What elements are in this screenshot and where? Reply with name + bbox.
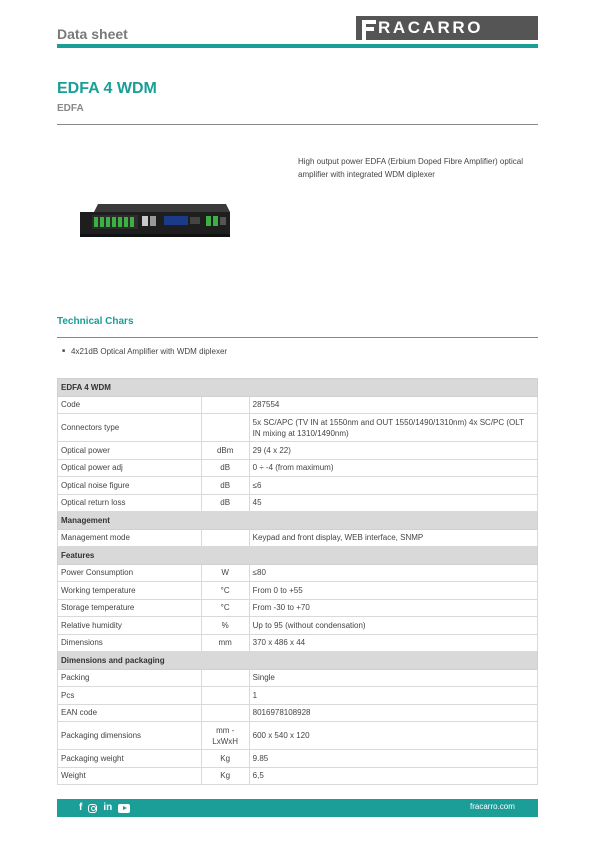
table-row (58, 529, 538, 547)
row-unit: °C (201, 599, 249, 617)
row-value: 6,5 (249, 767, 537, 785)
row-unit (201, 669, 249, 687)
table-row (58, 396, 538, 414)
row-label: Packaging dimensions (58, 722, 202, 750)
table-row (58, 669, 538, 687)
row-value: 600 x 540 x 120 (249, 722, 537, 750)
table-row (58, 599, 538, 617)
row-value: Single (249, 669, 537, 687)
logo-f-mark (356, 16, 376, 40)
row-label: EAN code (58, 704, 202, 722)
section-label: Management (58, 512, 538, 530)
row-unit: dBm (201, 442, 249, 460)
table-row (58, 634, 538, 652)
row-unit (201, 704, 249, 722)
row-label: Connectors type (58, 414, 202, 442)
row-value: ≤6 (249, 477, 537, 495)
row-unit: °C (201, 582, 249, 600)
table-row (58, 494, 538, 512)
facebook-icon[interactable]: f (79, 802, 83, 813)
row-label: Relative humidity (58, 617, 202, 635)
row-value: 45 (249, 494, 537, 512)
row-unit (201, 529, 249, 547)
row-label: Optical power (58, 442, 202, 460)
technical-rule (57, 337, 538, 338)
row-value: ≤80 (249, 564, 537, 582)
fracarro-logo (356, 16, 538, 40)
row-value: 1 (249, 687, 537, 705)
row-label: Packing (58, 669, 202, 687)
row-value: 5x SC/APC (TV IN at 1550nm and OUT 1550/1490/1310nm) 4x SC/PC (OLT IN mixing at 1310/1490nm) (249, 414, 537, 442)
row-label: Power Consumption (58, 564, 202, 582)
row-label: Weight (58, 767, 202, 785)
table-row (58, 750, 538, 768)
row-label: Optical power adj (58, 459, 202, 477)
row-unit: % (201, 617, 249, 635)
row-value: 8016978108928 (249, 704, 537, 722)
row-label: Working temperature (58, 582, 202, 600)
feature-bullet: ■ 4x21dB Optical Amplifier with WDM diplexer (62, 347, 227, 356)
header-title: Data sheet (57, 26, 128, 42)
logo-wordmark: RACARRO (376, 16, 538, 40)
section-label: Dimensions and packaging (58, 652, 538, 670)
instagram-icon[interactable] (88, 804, 97, 813)
row-value: 0 ÷ -4 (from maximum) (249, 459, 537, 477)
row-value: 287554 (249, 396, 537, 414)
section-label: EDFA 4 WDM (58, 379, 538, 397)
row-label: Packaging weight (58, 750, 202, 768)
table-section-row (58, 512, 538, 530)
technical-heading: Technical Chars (57, 316, 134, 327)
row-value: Keypad and front display, WEB interface, SNMP (249, 529, 537, 547)
row-label: Dimensions (58, 634, 202, 652)
table-row (58, 767, 538, 785)
row-value: 370 x 486 x 44 (249, 634, 537, 652)
row-unit (201, 396, 249, 414)
row-unit: mm (201, 634, 249, 652)
row-unit: Kg (201, 767, 249, 785)
product-description: High output power EDFA (Erbium Doped Fibre Amplifier) optical amplifier with integrated WDM diplexer (298, 157, 523, 179)
row-unit: Kg (201, 750, 249, 768)
table-row (58, 722, 538, 750)
title-rule (57, 124, 538, 125)
row-value: From 0 to +55 (249, 582, 537, 600)
table-row (58, 704, 538, 722)
row-unit: dB (201, 494, 249, 512)
row-value: 29 (4 x 22) (249, 442, 537, 460)
feature-bullet-list (62, 347, 227, 356)
row-value: 9.85 (249, 750, 537, 768)
product-title: EDFA 4 WDM (57, 80, 157, 97)
table-row (58, 477, 538, 495)
table-row (58, 414, 538, 442)
table-row (58, 564, 538, 582)
spec-table (57, 378, 538, 785)
row-unit (201, 687, 249, 705)
table-section-row (58, 379, 538, 397)
row-label: Optical return loss (58, 494, 202, 512)
row-unit: dB (201, 459, 249, 477)
product-subtitle: EDFA (57, 103, 84, 114)
row-label: Pcs (58, 687, 202, 705)
table-section-row (58, 652, 538, 670)
header-rule (57, 44, 538, 48)
row-value: Up to 95 (without condensation) (249, 617, 537, 635)
row-value: From -30 to +70 (249, 599, 537, 617)
table-row (58, 459, 538, 477)
row-unit: dB (201, 477, 249, 495)
row-label: Optical noise figure (58, 477, 202, 495)
row-label: Management mode (58, 529, 202, 547)
table-row (58, 687, 538, 705)
device-image (80, 202, 230, 238)
section-label: Features (58, 547, 538, 565)
table-row (58, 582, 538, 600)
table-row (58, 617, 538, 635)
row-unit: W (201, 564, 249, 582)
social-links (79, 801, 130, 815)
table-row (58, 442, 538, 460)
row-label: Storage temperature (58, 599, 202, 617)
table-section-row (58, 547, 538, 565)
footer-website-link[interactable]: fracarro.com (470, 802, 515, 811)
youtube-icon[interactable] (118, 804, 130, 813)
row-unit: mm - LxWxH (201, 722, 249, 750)
row-unit (201, 414, 249, 442)
row-label: Code (58, 396, 202, 414)
linkedin-icon[interactable]: in (103, 802, 113, 813)
